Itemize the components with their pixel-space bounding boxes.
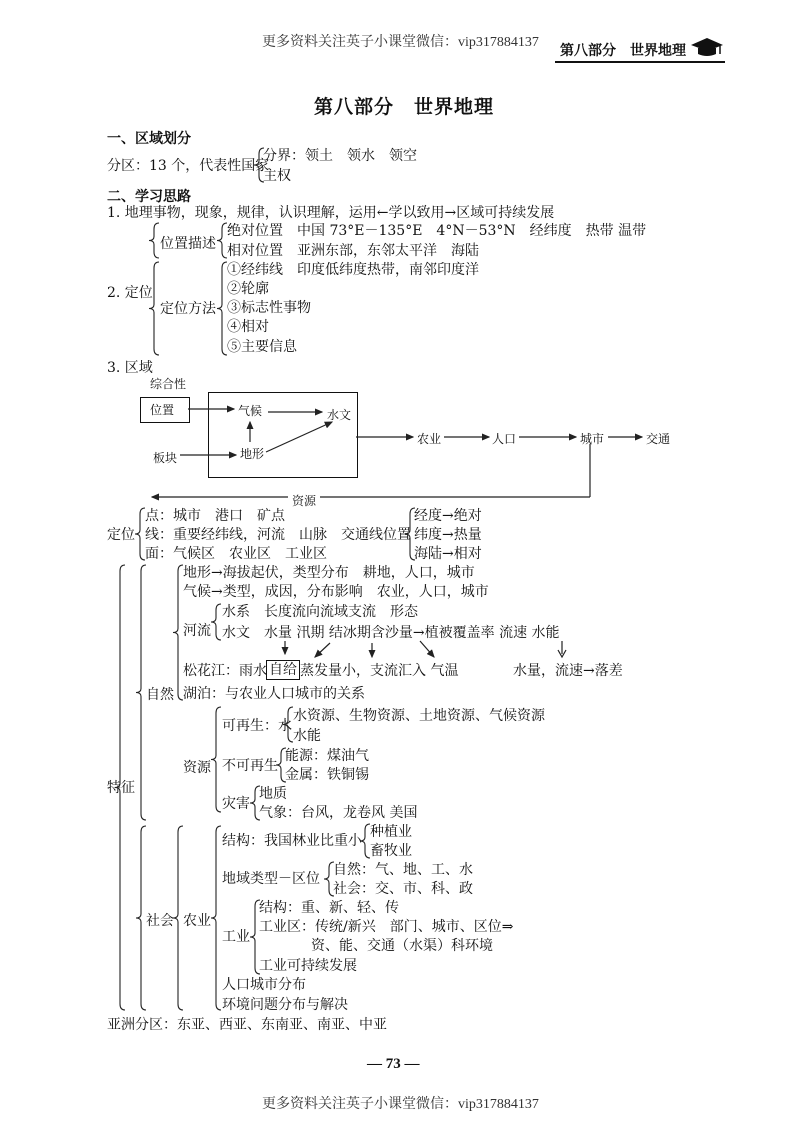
nengyuan-line: 能源：煤油气: [285, 748, 369, 764]
sovereignty-text: 主权: [263, 168, 291, 184]
brace: [211, 707, 221, 812]
watermark-top: 更多资料关注英子小课堂微信：vip317884137: [262, 35, 539, 50]
page-title: 第八部分 世界地理: [314, 96, 495, 118]
brace: [324, 862, 334, 896]
qixiang-line: 气象：台风，龙卷风 美国: [259, 805, 418, 821]
gongye-jiegou: 结构：重、新、轻、传: [259, 900, 399, 916]
bankuai-node: 板块: [153, 451, 178, 465]
kezaisheng-label: 可再生：水: [222, 718, 292, 734]
dingwei-method: 定位方法: [160, 301, 216, 317]
shehui-label: 社会: [146, 913, 174, 929]
dingwei-point: 点：城市 港口 矿点: [145, 508, 285, 524]
brace: [149, 262, 159, 355]
tezheng-label: 特征: [107, 780, 135, 796]
dizhi-line: 地质: [259, 786, 287, 802]
kzs-2: 水能: [293, 728, 321, 744]
brace: [115, 565, 125, 1010]
dingwei-line: 线：重要经纬线，河流 山脉 交通线位置: [145, 527, 411, 543]
dingwei-label: 2. 定位: [107, 285, 153, 301]
section-heading-2: 二、学习思路: [107, 189, 191, 205]
shuixi-line: 水系 长度流向流域支流 形态: [222, 604, 418, 620]
ziyuan-label: 资源: [183, 760, 211, 776]
zhongzhi-line: 种植业: [370, 824, 412, 840]
zaihai-label: 灾害: [222, 796, 250, 812]
watermark-bottom: 更多资料关注英子小课堂微信：vip317884137: [262, 1097, 539, 1112]
ziyuan-node: 资源: [292, 494, 317, 508]
brace: [276, 748, 286, 782]
renkou-node: 人口: [492, 432, 517, 446]
dingwei-area: 面：气候区 农业区 工业区: [145, 546, 327, 562]
brace: [136, 565, 146, 820]
heliu-label: 河流: [183, 623, 211, 639]
dingwei-r3: 海陆→相对: [414, 546, 482, 562]
gongye-quyu: 工业区：传统/新兴 部门、城市、区位⇒: [259, 919, 514, 935]
method-1: ①经纬线 印度低纬度热带，南邻印度洋: [227, 262, 479, 278]
shuiwen-node: 水文: [327, 408, 352, 422]
brace: [250, 900, 260, 974]
brace: [360, 824, 370, 858]
qihou-line: 气候→类型，成因，分布影响 农业，人口，城市: [183, 584, 489, 600]
brace: [254, 148, 264, 182]
brace: [217, 262, 227, 355]
diyu-line: 地域类型－区位: [222, 871, 320, 887]
hupo-line: 湖泊：与农业人口城市的关系: [183, 686, 365, 702]
method-2: ②轮廓: [227, 281, 269, 297]
brace: [405, 508, 415, 560]
method-5: ⑤主要信息: [227, 339, 297, 355]
section-heading-1: 一、区域划分: [107, 131, 191, 147]
gongye-quyu-2: 资、能、交通（水渠）科环境: [311, 938, 493, 954]
renkou-line: 人口城市分布: [222, 977, 306, 993]
fenqu-text: 分区：13 个，代表性国家: [107, 158, 270, 174]
dixing-node: 地形: [240, 447, 265, 461]
weizhi-text: 位置: [150, 403, 175, 417]
brace: [173, 826, 183, 1010]
shuiwen-line: 水文 水量 汛期 结冰期含沙量→植被覆盖率 流速 水能: [222, 625, 560, 641]
songhua-pre: 松花江：雨水: [183, 663, 267, 679]
jiaotong-node: 交通: [646, 432, 671, 446]
nongye-node: 农业: [417, 432, 442, 446]
brace: [149, 223, 159, 258]
songhua-post: 蒸发量小，支流汇入 气温: [300, 663, 459, 679]
kzs-1: 水资源、生物资源、土地资源、气候资源: [293, 708, 545, 724]
yazhou-line: 亚洲分区：东亚、西亚、东南亚、南亚、中亚: [107, 1017, 387, 1033]
liusu-line: 水量，流速→落差: [513, 663, 623, 679]
gongye-kcx: 工业可持续发展: [259, 958, 357, 974]
relative-position: 相对位置 亚洲东部，东邻太平洋 海陆: [227, 243, 479, 259]
ziran-label: 自然: [146, 687, 174, 703]
songhua-box: 自给: [266, 660, 300, 680]
brace: [283, 707, 293, 742]
gongye-label: 工业: [222, 929, 250, 945]
nongye-label: 农业: [183, 913, 211, 929]
xumu-line: 畜牧业: [370, 843, 412, 859]
brace: [173, 565, 183, 700]
dingwei-r1: 经度→绝对: [414, 508, 482, 524]
zonghe-label: 综合性: [150, 377, 187, 391]
huanjing-line: 环境问题分布与解决: [222, 997, 348, 1013]
brace: [136, 826, 146, 1010]
dixing-line: 地形→海拔起伏，类型分布 耕地，人口，城市: [183, 565, 475, 581]
ziran-factors: 自然：气、地、工、水: [333, 862, 473, 878]
method-4: ④相对: [227, 319, 269, 335]
header-section-title: 世界地理: [630, 43, 686, 59]
absolute-position: 绝对位置 中国 73°E－135°E 4°N－53°N 经纬度 热带 温带: [227, 223, 647, 239]
quyu-label: 3. 区域: [107, 360, 153, 376]
jinshu-line: 金属：铁铜锡: [285, 767, 369, 783]
brace: [135, 508, 145, 560]
header-section-label: 第八部分: [560, 43, 616, 59]
brace: [217, 223, 227, 258]
method-3: ③标志性事物: [227, 300, 311, 316]
qihou-node: 气候: [238, 404, 263, 418]
page-number: — 73 —: [367, 1056, 420, 1072]
shehui-factors: 社会：交、市、科、政: [333, 881, 473, 897]
bukezaisheng-label: 不可再生: [222, 758, 278, 774]
chengshi-node: 城市: [580, 432, 605, 446]
dingwei-r2: 纬度→热量: [414, 527, 482, 543]
brace: [250, 786, 260, 820]
jiegou-line: 结构：我国林业比重小: [222, 833, 362, 849]
dingwei2-label: 定位: [107, 527, 135, 543]
brace: [211, 826, 221, 1010]
brace: [211, 604, 221, 640]
thinking-line-1: 1. 地理事物，现象，规律，认识理解，运用←学以致用→区域可持续发展: [107, 205, 555, 221]
border-text: 分界：领土 领水 领空: [263, 148, 417, 164]
weizhi-miaoshu: 位置描述: [160, 236, 216, 252]
